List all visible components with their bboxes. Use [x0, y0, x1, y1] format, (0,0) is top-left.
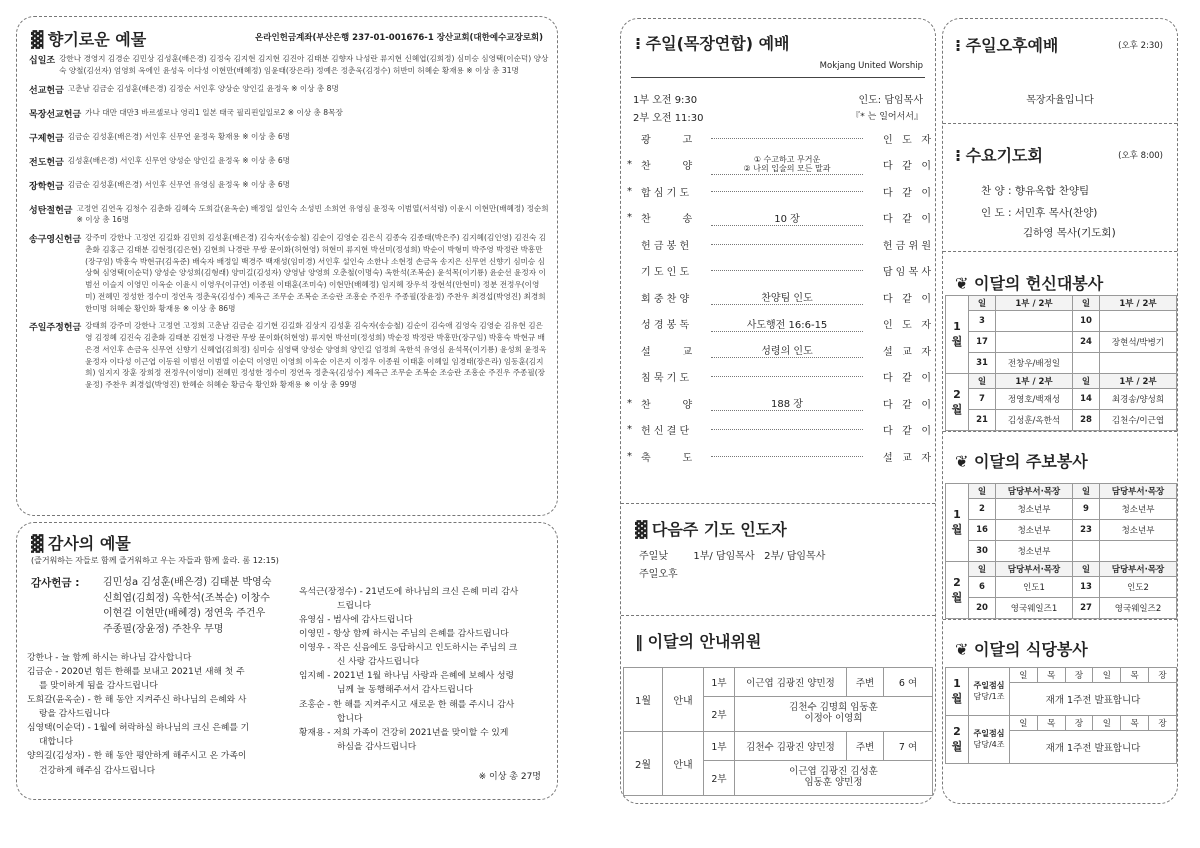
standing-note: 『* 는 일어서서』 — [851, 112, 923, 122]
offering-names: 김성훈(배은경) 서인후 신무연 양성순 양인길 윤정욱 ※ 이상 총 6명 — [67, 155, 291, 165]
offering-row — [29, 320, 549, 391]
order-person: 다 같 이 — [882, 293, 931, 305]
order-person: 인 도 자 — [882, 320, 931, 332]
offering-row — [29, 155, 549, 168]
thanks-item: 랑을 감사드립니다 — [39, 709, 110, 720]
order-row — [627, 125, 931, 152]
table-cell: 16 — [969, 520, 996, 541]
table-cell: 20 — [969, 598, 996, 619]
thanks-name-line: 신희엽(김희정) 옥한석(조복순) 이창수 — [103, 592, 270, 604]
section-marker-icon: ⁝ — [955, 36, 961, 55]
table-header: 담당부서·목장 — [996, 484, 1073, 499]
order-row — [627, 178, 931, 205]
month-cell: 2월 — [624, 732, 663, 796]
guides-title: 이달의 안내위원 — [647, 632, 762, 651]
wednesday-time: (오후 8:00) — [1118, 151, 1163, 161]
table-cell: 청소년부 — [996, 520, 1073, 541]
table-header: 담당부서·목장 — [996, 562, 1073, 577]
thanks-title: 감사의 예물 — [47, 534, 131, 553]
table-cell: 영국웨일즈2 — [1100, 598, 1177, 619]
table-header: 일 — [969, 562, 996, 577]
order-person: 다 같 이 — [882, 187, 931, 199]
part-cell: 1부 — [704, 732, 735, 761]
thanks-item: 하심을 감사드립니다 — [337, 741, 417, 752]
kitchen-duty: 주일점심 담당/4조 — [969, 716, 1010, 764]
table-cell: 청소년부 — [1100, 520, 1177, 541]
thanks-item: 김금순 - 2020년 힘든 한해를 보내고 2021년 새해 첫 주 — [27, 667, 245, 678]
section-marker-icon: ▓ — [31, 30, 43, 49]
order-row — [627, 337, 931, 364]
table-cell: 영국웨일즈1 — [996, 598, 1073, 619]
offering-list — [29, 53, 549, 397]
order-row — [627, 205, 931, 232]
month-cell: 1월 — [946, 668, 969, 716]
wednesday-praise: 찬 양 : 향유옥합 찬양팀 — [981, 185, 1090, 197]
standing-star: * — [627, 450, 632, 462]
table-cell: 21 — [969, 410, 996, 431]
bulletin-table — [945, 483, 1177, 619]
table-header: 일 — [969, 374, 996, 389]
order-row — [627, 390, 931, 417]
thanks-item: 황재용 - 저희 가족이 건강히 2021년을 맞이할 수 있게 — [299, 727, 509, 738]
role-cell: 안내 — [663, 668, 704, 732]
kitchen-title: 이달의 식당봉사 — [973, 640, 1088, 659]
order-row — [627, 152, 931, 179]
divider — [621, 503, 935, 504]
thanks-item: 님께 늘 동행해주셔서 감사드립니다 — [337, 685, 473, 696]
order-person: 다 같 이 — [882, 161, 931, 173]
part-cell: 2부 — [704, 697, 735, 732]
order-person: 인 도 자 — [882, 134, 931, 146]
offering-row — [29, 203, 549, 227]
section-marker-icon: ‖ — [635, 632, 642, 651]
order-detail — [711, 429, 863, 430]
table-cell: 인도1 — [996, 577, 1073, 598]
offering-label: 주일주정헌금 — [29, 323, 82, 334]
table-cell: 2 — [969, 499, 996, 520]
month-cell: 2월 — [946, 562, 969, 619]
kitchen-duty: 주일점심 담당/1조 — [969, 668, 1010, 716]
order-item: 침 묵 기 도 — [641, 373, 690, 385]
thanks-item: 강한나 - 늘 함께 하시는 하나님 감사합니다 — [27, 653, 192, 663]
order-row — [627, 417, 931, 444]
table-cell: 30 — [969, 541, 996, 562]
offering-row — [29, 83, 549, 96]
kitchen-header: 목 — [1037, 716, 1065, 731]
offering-names: 김금순 김성훈(배은경) 서인후 신무연 윤정욱 황재용 ※ 이상 총 6명 — [67, 131, 291, 141]
table-header: 1부 / 2부 — [996, 296, 1073, 311]
order-item: 광 고 — [641, 134, 693, 146]
wednesday-leader-1: 인 도 : 서민후 목사(찬양) — [981, 207, 1098, 219]
section-marker-icon: ⁝ — [635, 34, 641, 53]
worship-leader: 인도: 담임목사 — [858, 95, 923, 106]
table-cell: 전창우/배정일 — [996, 353, 1073, 374]
table-cell: 장현석/박병기 — [1100, 332, 1177, 353]
kitchen-header: 장 — [1065, 716, 1093, 731]
table-cell: 27 — [1073, 598, 1100, 619]
order-item: 합 심 기 도 — [641, 187, 690, 199]
offering-label: 선교헌금 — [29, 85, 64, 96]
kitchen-header: 목 — [1121, 716, 1149, 731]
divider — [943, 251, 1177, 252]
order-person: 다 같 이 — [882, 214, 931, 226]
thanks-item: 유영심 - 범사에 감사드립니다 — [299, 615, 413, 626]
thanks-item: 이영우 - 작은 신음에도 응답하시고 인도하시는 주님의 크 — [299, 643, 518, 654]
standing-star: * — [627, 185, 632, 197]
kitchen-header: 일 — [1010, 668, 1038, 683]
worship-title: 주일(목장연합) 예배 — [645, 34, 790, 53]
table-header: 일 — [1073, 484, 1100, 499]
count-cell: 6 여 — [884, 668, 933, 697]
kitchen-header: 장 — [1065, 668, 1093, 683]
kitchen-header: 일 — [1093, 716, 1121, 731]
table-header: 일 — [1073, 374, 1100, 389]
table-cell: 31 — [969, 353, 996, 374]
order-detail: 성령의 인도 — [711, 342, 863, 358]
order-detail — [711, 270, 863, 271]
offering-title: 향기로운 예물 — [47, 30, 147, 49]
thanks-item: 신 사랑 감사드립니다 — [337, 657, 420, 668]
guide-names: 김천수 김명희 임동훈 이정아 이영희 — [735, 697, 933, 732]
worship-box — [620, 18, 936, 804]
kitchen-note: 재개 1주전 발표합니다 — [1010, 731, 1177, 764]
thanks-name-line: 이현걸 이현만(배혜경) 정연욱 주건우 — [103, 608, 266, 619]
afternoon-text: 목장자율입니다 — [1026, 95, 1094, 106]
thanks-total: ※ 이상 총 27명 — [478, 772, 541, 782]
table-cell: 23 — [1073, 520, 1100, 541]
order-item: 헌 금 봉 헌 — [641, 240, 690, 252]
table-header: 1부 / 2부 — [1100, 374, 1177, 389]
order-person: 설 교 자 — [882, 452, 931, 464]
order-row — [627, 258, 931, 285]
table-cell: 14 — [1073, 389, 1100, 410]
next-prayer-title: 다음주 기도 인도자 — [651, 520, 787, 539]
part-cell: 1부 — [704, 668, 735, 697]
kitchen-header: 일 — [1093, 668, 1121, 683]
order-person: 다 같 이 — [882, 426, 931, 438]
table-cell: 김성훈/옥한석 — [996, 410, 1073, 431]
offering-row — [29, 107, 549, 120]
section-marker-icon: ⁝ — [955, 146, 961, 165]
afternoon-title: 주일오후예배 — [965, 36, 1059, 55]
month-cell: 1월 — [946, 296, 969, 374]
month-cell: 2월 — [946, 374, 969, 431]
order-row — [627, 443, 931, 470]
order-item: 축 도 — [641, 452, 693, 464]
section-marker-icon: ▓ — [31, 534, 43, 553]
table-header: 일 — [1073, 562, 1100, 577]
sub-cell: 주변 — [847, 732, 884, 761]
thanks-item: 이영민 - 항상 함께 하시는 주님의 은혜를 감사드립니다 — [299, 629, 509, 640]
table-cell: 7 — [969, 389, 996, 410]
order-person: 담 임 목 사 — [882, 267, 931, 279]
kitchen-note: 재개 1주전 발표합니다 — [1010, 683, 1177, 716]
order-detail — [711, 138, 863, 139]
heart-icon: ❦ — [955, 274, 969, 293]
table-cell: 28 — [1073, 410, 1100, 431]
thanks-item: 임지혜 - 2021년 1월 하나님 사랑과 은혜에 보혜사 성령 — [299, 671, 514, 682]
afternoon-time: (오후 2:30) — [1118, 41, 1163, 51]
thanks-left-list — [27, 651, 285, 778]
table-cell: 10 — [1073, 311, 1100, 332]
offering-names: 김금순 김성훈(배은경) 서인후 신무연 유영심 윤정욱 ※ 이상 총 6명 — [67, 179, 291, 189]
order-row — [627, 364, 931, 391]
offering-names: 고정연 김연옥 김청수 김춘화 김혜숙 도희갈(윤옥순) 배정일 설인숙 소성빈 소희연 유영심 윤정욱 이범열(서석령) 이윤시 이현만(배혜정) 정순희 ※ 이상 총 16명 — [76, 203, 549, 225]
thanks-right-list — [299, 585, 555, 754]
order-detail: 10 장 — [711, 210, 863, 226]
part-cell: 2부 — [704, 761, 735, 796]
kitchen-table — [945, 667, 1177, 764]
table-cell: 청소년부 — [1100, 499, 1177, 520]
thanks-verse: (즐거워하는 자들로 함께 즐거워하고 우는 자들과 함께 울라. 롬 12:15) — [31, 556, 279, 565]
table-cell — [1100, 541, 1177, 562]
offering-row — [29, 53, 549, 77]
month-cell: 1월 — [946, 484, 969, 562]
table-header: 1부 / 2부 — [996, 374, 1073, 389]
order-item: 찬 송 — [641, 214, 693, 226]
offering-names: 강태희 강주미 강한나 고정연 고정희 고춘남 김금순 김기현 김길화 김상지 김성훈 김숙자(송승철) 김순이 김숙애 김영숙 김영순 김유현 김은영 김정혜 김진숙 김춘화 김태분 김현정 나경란 무쌍 문이화(허현영) 류지현 박선미(정성희) 박순정 박정란 박흥만(장구임) 박흥숙 박현규 배은경 서인후 손금옥 신무연 신향기 신혜엽(김희정) 심미승 심영택 양성순 양영희 양인길 엄정희 옥한석 유영심 윤석목(이기룡) 윤성희 윤정욱 윤정자 이다성 이근엽 이동원 이범선 이범열 이순덕 이영민 이영희 이옥순 이은지 이정우 이종원 이태훈 이혜일 임경태(장은라) 임동훈(김지희) 임지지 장훈 장희정 전정우(이영미) 전혜민 정성한 정수미 정연옥 정춘욱(김성수) 제옥근 조무순 조복순 조승란 조흥순 주진우 주종필(장윤정) 주찬우 최경섭(박영진) 한혜순 허혜순 황금숙 황인화 황재용 ※ 이상 총 99명 — [85, 321, 547, 390]
thanks-item: 대합니다 — [39, 737, 73, 748]
thanks-box — [16, 522, 558, 800]
dedication-table — [945, 295, 1177, 431]
table-header: 담당부서·목장 — [1100, 562, 1177, 577]
count-cell: 7 여 — [884, 732, 933, 761]
offering-names: 가나 대만 대만3 바르셀로나 영리1 일본 태국 필리핀일일로2 ※ 이상 총 8목장 — [85, 107, 343, 117]
table-header: 일 — [969, 484, 996, 499]
table-cell: 6 — [969, 577, 996, 598]
table-cell: 최경송/양성희 — [1100, 389, 1177, 410]
order-row — [627, 284, 931, 311]
heart-icon: ❦ — [955, 640, 969, 659]
order-person: 다 같 이 — [882, 373, 931, 385]
table-cell: 김천수/이근엽 — [1100, 410, 1177, 431]
table-cell: 정영호/백재성 — [996, 389, 1073, 410]
table-cell — [996, 332, 1073, 353]
order-item: 찬 양 — [641, 161, 693, 173]
table-cell: 청소년부 — [996, 541, 1073, 562]
order-person: 헌 금 위 원 — [882, 240, 931, 252]
worship-time-1: 1부 오전 9:30 — [633, 95, 698, 106]
divider — [621, 615, 935, 616]
divider — [943, 431, 1177, 432]
worship-subtitle: Mokjang United Worship — [819, 61, 923, 71]
order-detail: 찬양팀 인도 — [711, 289, 863, 305]
kitchen-header: 장 — [1149, 668, 1177, 683]
standing-star: * — [627, 212, 632, 224]
section-marker-icon: ▓ — [635, 520, 647, 539]
offering-label: 구제헌금 — [29, 133, 64, 144]
offering-names: 고춘남 김금순 김성훈(배은경) 김정순 서인후 양상순 양인길 윤정욱 ※ 이상 총 8명 — [67, 83, 339, 93]
order-item: 성 경 봉 독 — [641, 320, 690, 332]
table-cell: 9 — [1073, 499, 1100, 520]
kitchen-header: 장 — [1149, 716, 1177, 731]
order-detail: ① 수고하고 무거운 ② 나의 입술의 모든 말과 — [711, 155, 863, 175]
thanks-item: 를 맞이하게 됨을 감사드립니다 — [39, 681, 158, 692]
role-cell: 안내 — [663, 732, 704, 796]
table-cell: 3 — [969, 311, 996, 332]
offering-names: 강한나 경영지 김경순 김민상 김성훈(배은경) 김정숙 김지현 김지현 김진아 김태분 김향자 나성란 류지현 신혜엽(김희정) 심미승 심영택(이순덕) 양상숙 양철(김선자) 엄영희 옥에인 윤성욱 이다성 이현만(배혜정) 임윤태(장은라) 정예은 정춘욱(김정수) 허반미 허혜순 황재용 ※ 이상 총 31명 — [59, 54, 549, 75]
order-of-worship — [627, 125, 931, 470]
table-cell — [1100, 353, 1177, 374]
guide-names: 이근엽 김광진 양민정 — [735, 668, 847, 697]
table-cell — [1073, 541, 1100, 562]
thanks-item: 옥석근(장정수) - 21년도에 하나님의 크신 은혜 미리 감사 — [299, 587, 519, 597]
guide-names: 김천수 김광진 양민정 — [735, 732, 847, 761]
bulletin-title: 이달의 주보봉사 — [973, 452, 1088, 471]
order-detail — [711, 456, 863, 457]
order-detail — [711, 244, 863, 245]
order-detail: 사도행전 16:6-15 — [711, 316, 863, 332]
thanks-item: 심영택(이순덕) - 1월에 허락하실 하나님의 크신 은혜를 기 — [27, 723, 250, 734]
thanks-item: 양의길(김성자) - 한 해 동안 평안하게 해주시고 온 가족이 — [27, 751, 247, 762]
offering-names: 강주미 강한나 고정연 김길화 김민희 김성훈(배은경) 김숙자(송승철) 김순이 김영순 김은식 김종숙 김종태(박은주) 김지혜(김인영) 김진숙 김춘화 김홍근 김태분 김현정(김은현) 김현희 나경란 무쌍 문이화(허현영) 허현미 류지현 박선미(정성희) 박순이 박형미 박주영 박정란 박흥만(장구임) 박흥숙 박현규(김옥준) 배숙자 배정일 백경주 백재성(임미경) 서인후 설인숙 소한나 소현정 손금옥 송지은 신무연 신향기 심미승 심상혁 심영택(이순덕) 양성순 양성희(김형래) 양미길(김성자) 양영남 양영희 오춘철(이명숙) 옥한석(조복순) 윤석목(이기룡) 윤순선 윤정자 이범선 이슬지 이영민 이옥순 이윤시 이영우(이규연) 이종원 이태훈(조미숙) 이현만(배혜정) 임지혜 장우석 장현석(안현미) 정분 전정우(이영미) 전혜민 정성한 정수미 정연옥 정춘욱(김성수) 제옥근 조무순 조복순 조승란 조흥순 주진우 주종필(장윤정) 주찬우 최경섭(박영진) 최경희 한미명 허혜순 황인화 황재용 ※ 이상 총 86명 — [85, 233, 547, 313]
table-header: 담당부서·목장 — [1100, 484, 1177, 499]
right-box — [942, 18, 1178, 804]
order-person: 설 교 자 — [882, 346, 931, 358]
order-detail — [711, 376, 863, 377]
table-cell: 인도2 — [1100, 577, 1177, 598]
kitchen-header: 일 — [1010, 716, 1038, 731]
thanks-name-line: 주종필(장윤정) 주찬우 무명 — [103, 623, 224, 635]
order-item: 찬 양 — [641, 399, 693, 411]
table-cell: 17 — [969, 332, 996, 353]
wednesday-leader-2: 김하영 목사(기도회) — [1023, 227, 1116, 239]
table-header: 1부 / 2부 — [1100, 296, 1177, 311]
account-info: 온라인헌금계좌(부산은행 237-01-001676-1 장산교회(대한예수교장로회) — [255, 33, 543, 43]
thanks-item: 조홍순 - 한 해를 지켜주시고 새로운 한 해를 주시니 감사 — [299, 699, 515, 710]
standing-star: * — [627, 397, 632, 409]
order-item: 설 교 — [641, 346, 693, 358]
worship-time-2: 2부 오전 11:30 — [633, 113, 704, 124]
kitchen-header: 목 — [1037, 668, 1065, 683]
order-row — [627, 311, 931, 338]
standing-star: * — [627, 159, 632, 171]
kitchen-header: 목 — [1121, 668, 1149, 683]
table-cell: 24 — [1073, 332, 1100, 353]
standing-star: * — [627, 424, 632, 436]
offering-label: 목장선교헌금 — [29, 109, 82, 120]
next-prayer-line-1: 주일낮 1부/ 담임목사 2부/ 담임목사 — [639, 551, 826, 562]
order-item: 기 도 인 도 — [641, 267, 690, 279]
table-cell: 13 — [1073, 577, 1100, 598]
thanks-item: 드립니다 — [337, 601, 371, 612]
divider — [631, 77, 925, 78]
divider — [943, 619, 1177, 620]
order-row — [627, 231, 931, 258]
table-cell — [1073, 353, 1100, 374]
offering-label: 전도헌금 — [29, 157, 64, 168]
thanks-item: 합니다 — [337, 713, 363, 724]
order-item: 회 중 찬 양 — [641, 293, 690, 305]
offering-box — [16, 16, 558, 516]
offering-row — [29, 131, 549, 144]
table-header: 일 — [969, 296, 996, 311]
table-cell: 청소년부 — [996, 499, 1073, 520]
order-person: 다 같 이 — [882, 399, 931, 411]
thanks-item: 도희갈(윤옥순) - 한 해 동안 지켜주신 하나님의 은혜와 사 — [27, 695, 247, 706]
guides-table — [623, 667, 933, 796]
guide-names: 이근엽 김광진 김성훈 임동훈 양민정 — [735, 761, 933, 796]
offering-label: 장학헌금 — [29, 181, 64, 192]
offering-row — [29, 179, 549, 192]
offering-row — [29, 232, 549, 314]
heart-icon: ❦ — [955, 452, 969, 471]
table-cell — [996, 311, 1073, 332]
order-detail — [711, 191, 863, 192]
sub-cell: 주변 — [847, 668, 884, 697]
offering-label: 십일조 — [29, 56, 56, 66]
month-cell: 2월 — [946, 716, 969, 764]
thanks-names — [103, 575, 271, 637]
thanks-item: 건강하게 해주심 감사드립니다 — [39, 765, 156, 776]
order-detail: 188 장 — [711, 395, 863, 411]
table-header: 일 — [1073, 296, 1100, 311]
table-cell — [1100, 311, 1177, 332]
thanks-label: 감사헌금 : — [31, 577, 80, 589]
divider — [943, 123, 1177, 124]
next-prayer-line-2: 주일오후 — [639, 569, 678, 580]
thanks-name-line: 김민성a 김성훈(배은경) 김태분 박영숙 — [103, 577, 272, 588]
month-cell: 1월 — [624, 668, 663, 732]
offering-label: 성탄절헌금 — [29, 205, 73, 216]
dedication-title: 이달의 헌신대봉사 — [973, 274, 1104, 293]
wednesday-title: 수요기도회 — [965, 146, 1043, 165]
offering-label: 송구영신헌금 — [29, 235, 82, 246]
order-item: 헌 신 결 단 — [641, 426, 690, 438]
